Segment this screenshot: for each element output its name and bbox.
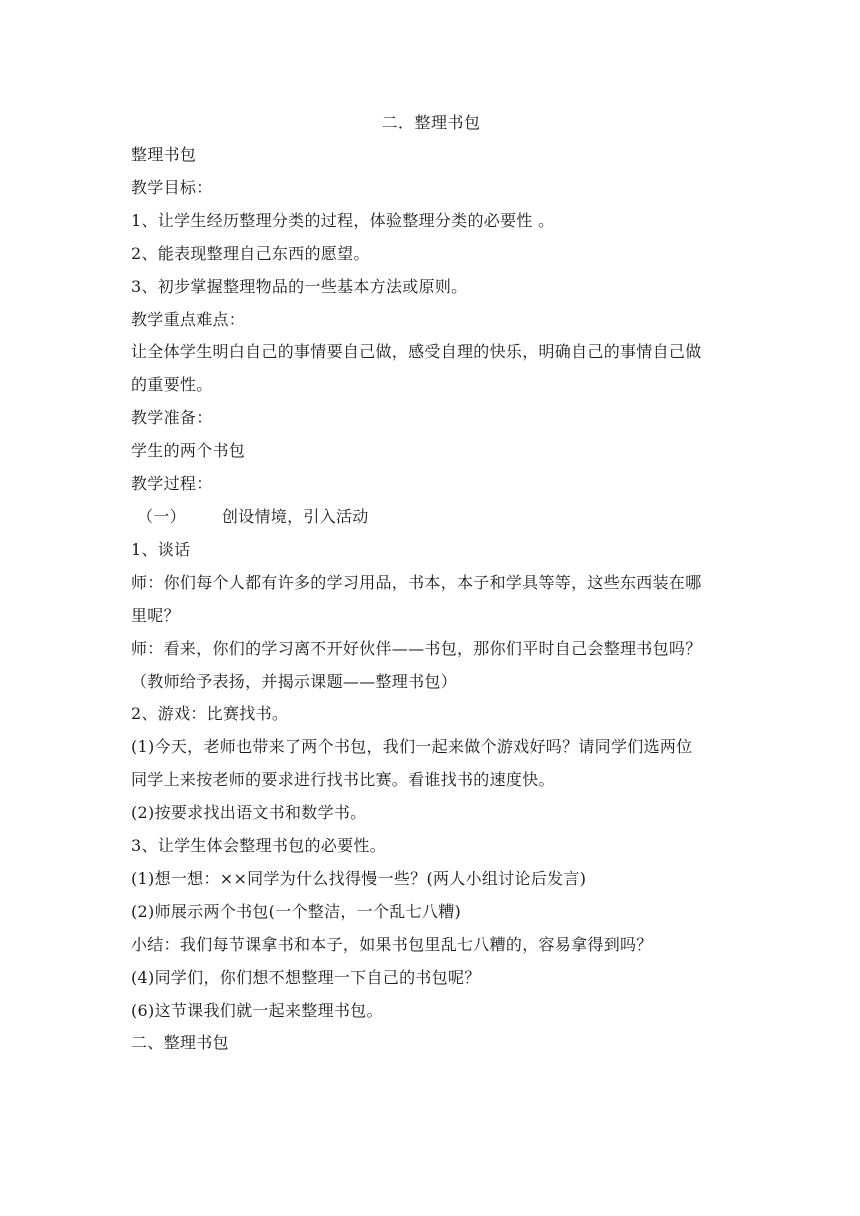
text-line: (2)按要求找出语文书和数学书。 <box>131 803 367 823</box>
text-line: 里呢？ <box>131 605 180 625</box>
text-line: 整理书包 <box>131 145 197 164</box>
text-line: (1)想一想：××同学为什么找得慢一些？(两人小组讨论后发言) <box>131 868 587 888</box>
text-line: 小结：我们每节课拿书和本子，如果书包里乱七八糟的，容易拿得到吗？ <box>131 934 653 954</box>
text-line: 师：看来，你们的学习离不开好伙伴——书包，那你们平时自己会整理书包吗？ <box>131 638 702 658</box>
text-line: 让全体学生明白自己的事情要自己做，感受自理的快乐，明确自己的事情自己做 <box>131 342 702 362</box>
document-title: 二．整理书包 <box>381 113 481 132</box>
text-line: 教学准备： <box>131 408 213 428</box>
text-line: 教学重点难点： <box>131 309 246 329</box>
text-line: 同学上来按老师的要求进行找书比赛。看谁找书的速度快。 <box>131 770 555 790</box>
text-line: 1、谈话 <box>131 539 191 559</box>
text-line: 3、让学生体会整理书包的必要性。 <box>131 836 386 856</box>
section-number: （一） <box>137 506 186 526</box>
text-line: 教学目标： <box>131 177 213 197</box>
text-line: 的重要性。 <box>131 375 213 395</box>
text-line: 教学过程： <box>131 474 213 494</box>
text-line: (6)这节课我们就一起来整理书包。 <box>131 1000 383 1020</box>
text-line: (2)师展示两个书包(一个整洁，一个乱七八糟) <box>131 901 462 921</box>
text-line: 学生的两个书包 <box>131 441 246 461</box>
text-line: 1、让学生经历整理分类的过程，体验整理分类的必要性 。 <box>131 210 555 230</box>
text-line: 师：你们每个人都有许多的学习用品，书本，本子和学具等等，这些东西装在哪 <box>131 572 702 592</box>
text-line: (4)同学们，你们想不想整理一下自己的书包呢？ <box>131 967 481 987</box>
section-heading <box>131 501 731 534</box>
section-title: 创设情境，引入活动 <box>221 506 369 526</box>
text-line: 3、初步掌握整理物品的一些基本方法或原则。 <box>131 276 468 296</box>
document-page <box>131 106 731 1060</box>
text-line: （教师给予表扬，并揭示课题——整理书包） <box>131 671 458 691</box>
text-line: (1)今天，老师也带来了两个书包，我们一起来做个游戏好吗？请同学们选两位 <box>131 737 693 757</box>
text-line: 二、整理书包 <box>131 1033 229 1053</box>
text-line: 2、游戏：比赛找书。 <box>131 704 289 724</box>
text-line: 2、能表现整理自己东西的愿望。 <box>131 243 370 263</box>
